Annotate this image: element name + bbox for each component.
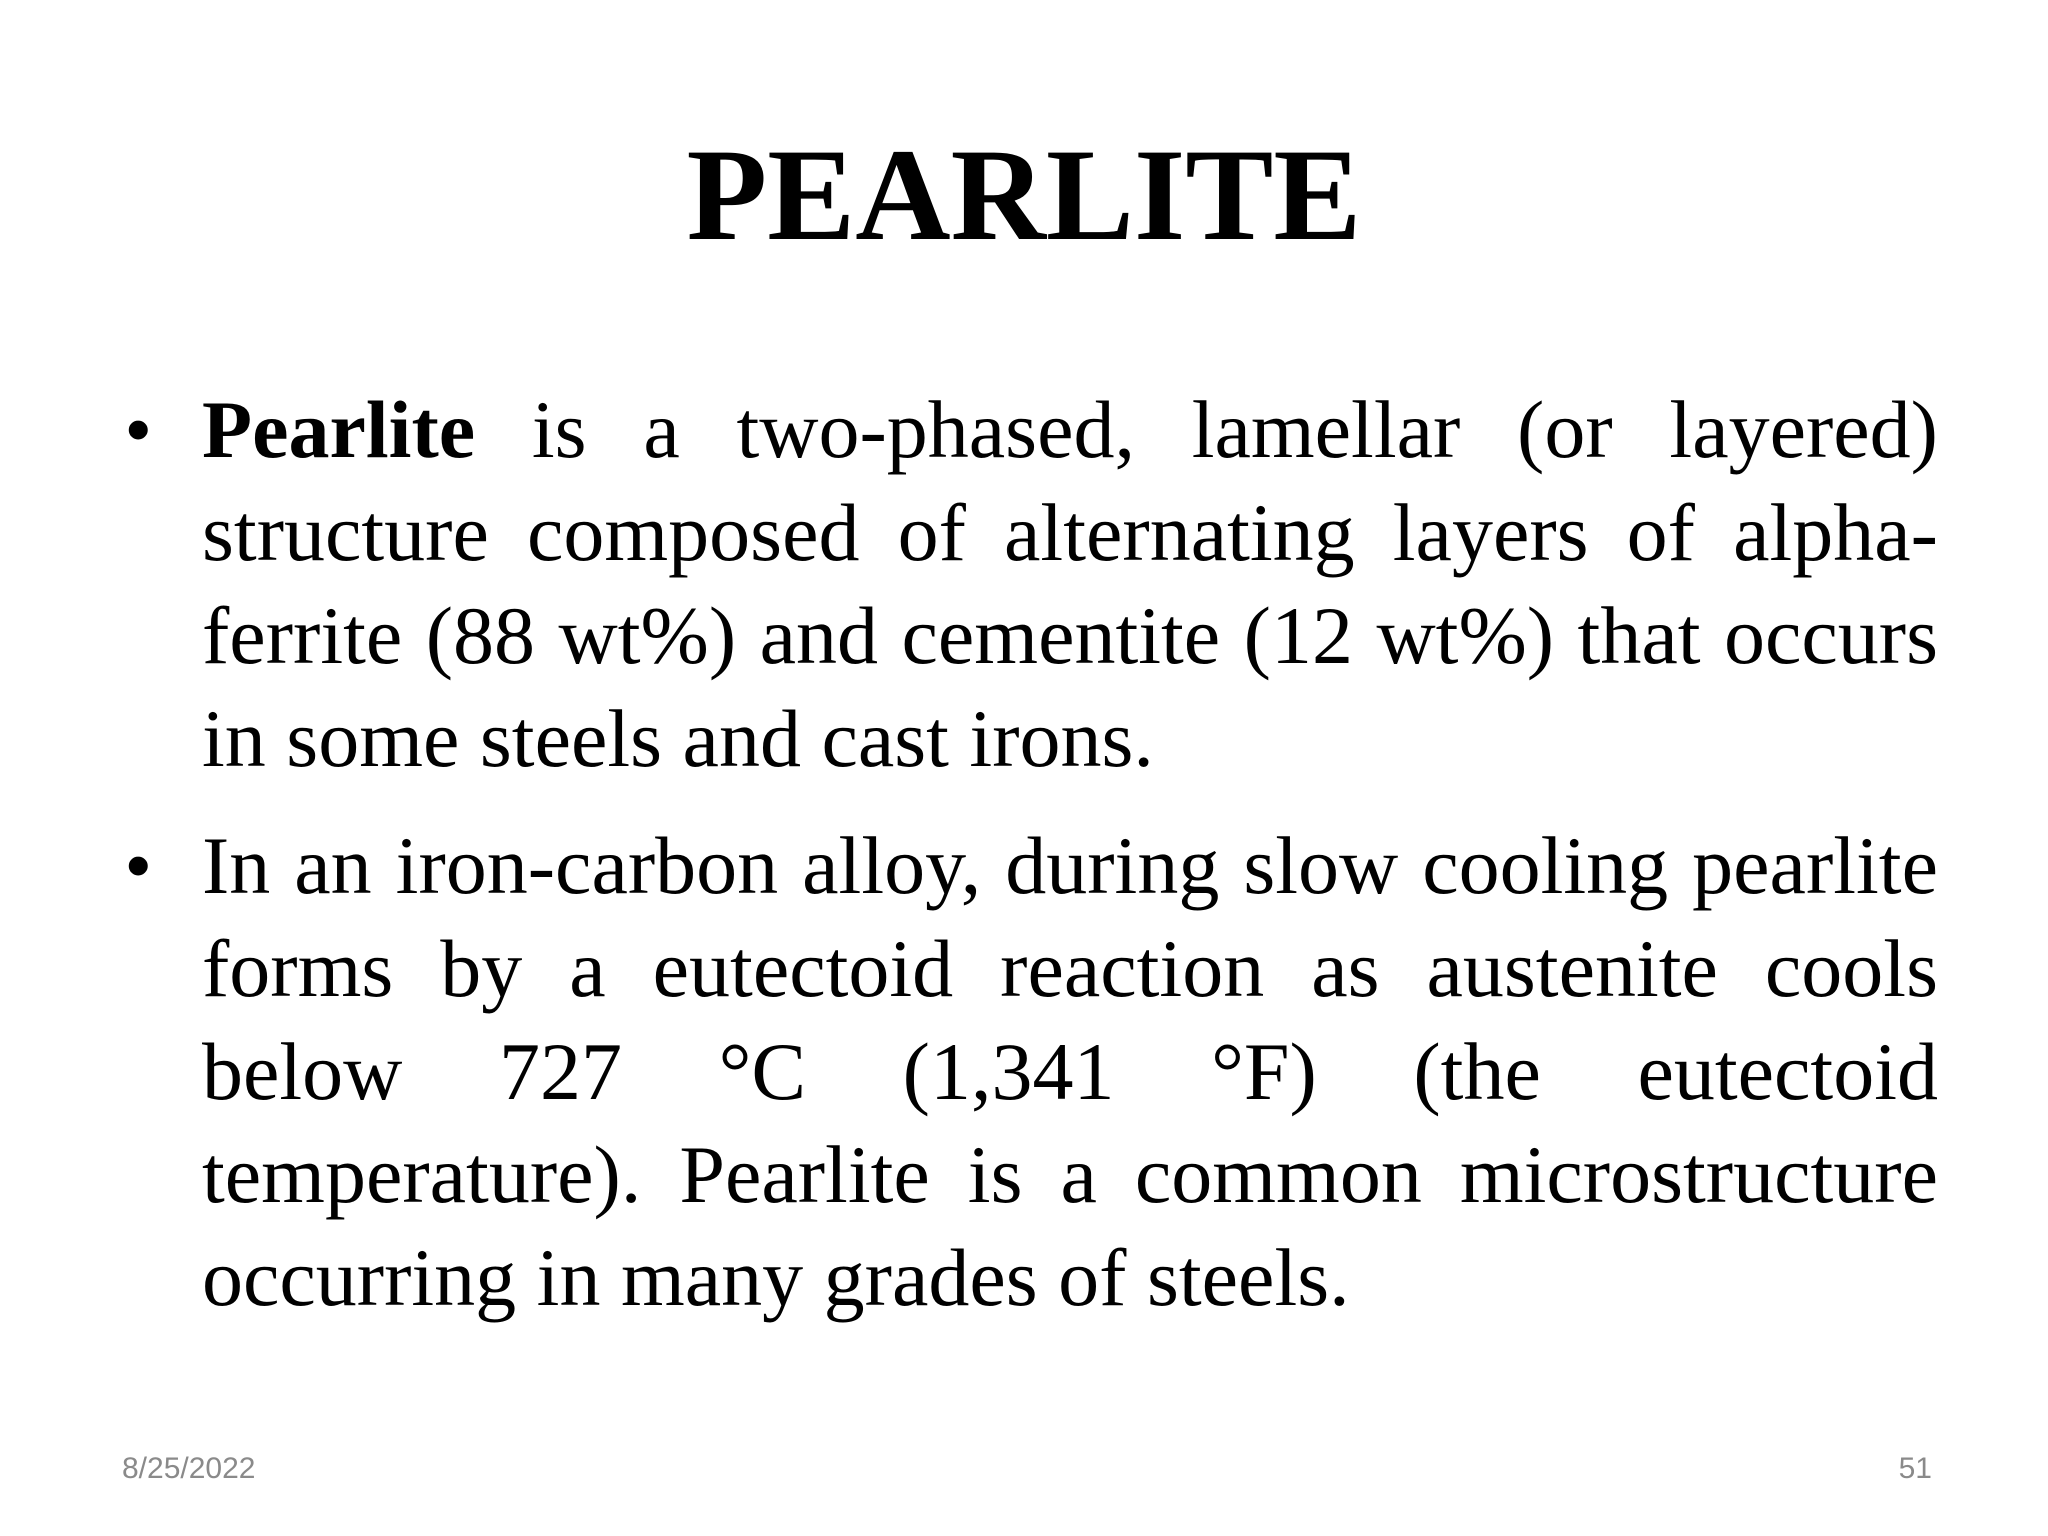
bullet-icon: •	[126, 390, 151, 468]
slide-title: PEARLITE	[686, 121, 1362, 268]
bullet-item-pearlite-definition	[118, 378, 1938, 790]
slide-number: 51	[1898, 1452, 1932, 1485]
bullet-text: In an iron-carbon alloy, during slow cooling pearlite forms by a eutectoid reaction as austenite cools below 727 °C (1,341 °F) (the eutectoid temperature). Pearlite is a common microstructure occurring in many grades of steels.	[202, 820, 1938, 1323]
footer-date: 8/25/2022	[122, 1452, 256, 1485]
bullet-item-pearlite-formation	[118, 814, 1938, 1329]
bullet-icon: •	[126, 826, 151, 904]
bullet-text: is a two-phased, lamellar (or layered) structure composed of alternating layers of alpha-ferrite (88 wt%) and cementite (12 wt%) that occurs in some steels and cast irons.	[202, 384, 1938, 784]
term-pearlite: Pearlite	[202, 384, 476, 475]
bullet-list	[118, 378, 1938, 1353]
